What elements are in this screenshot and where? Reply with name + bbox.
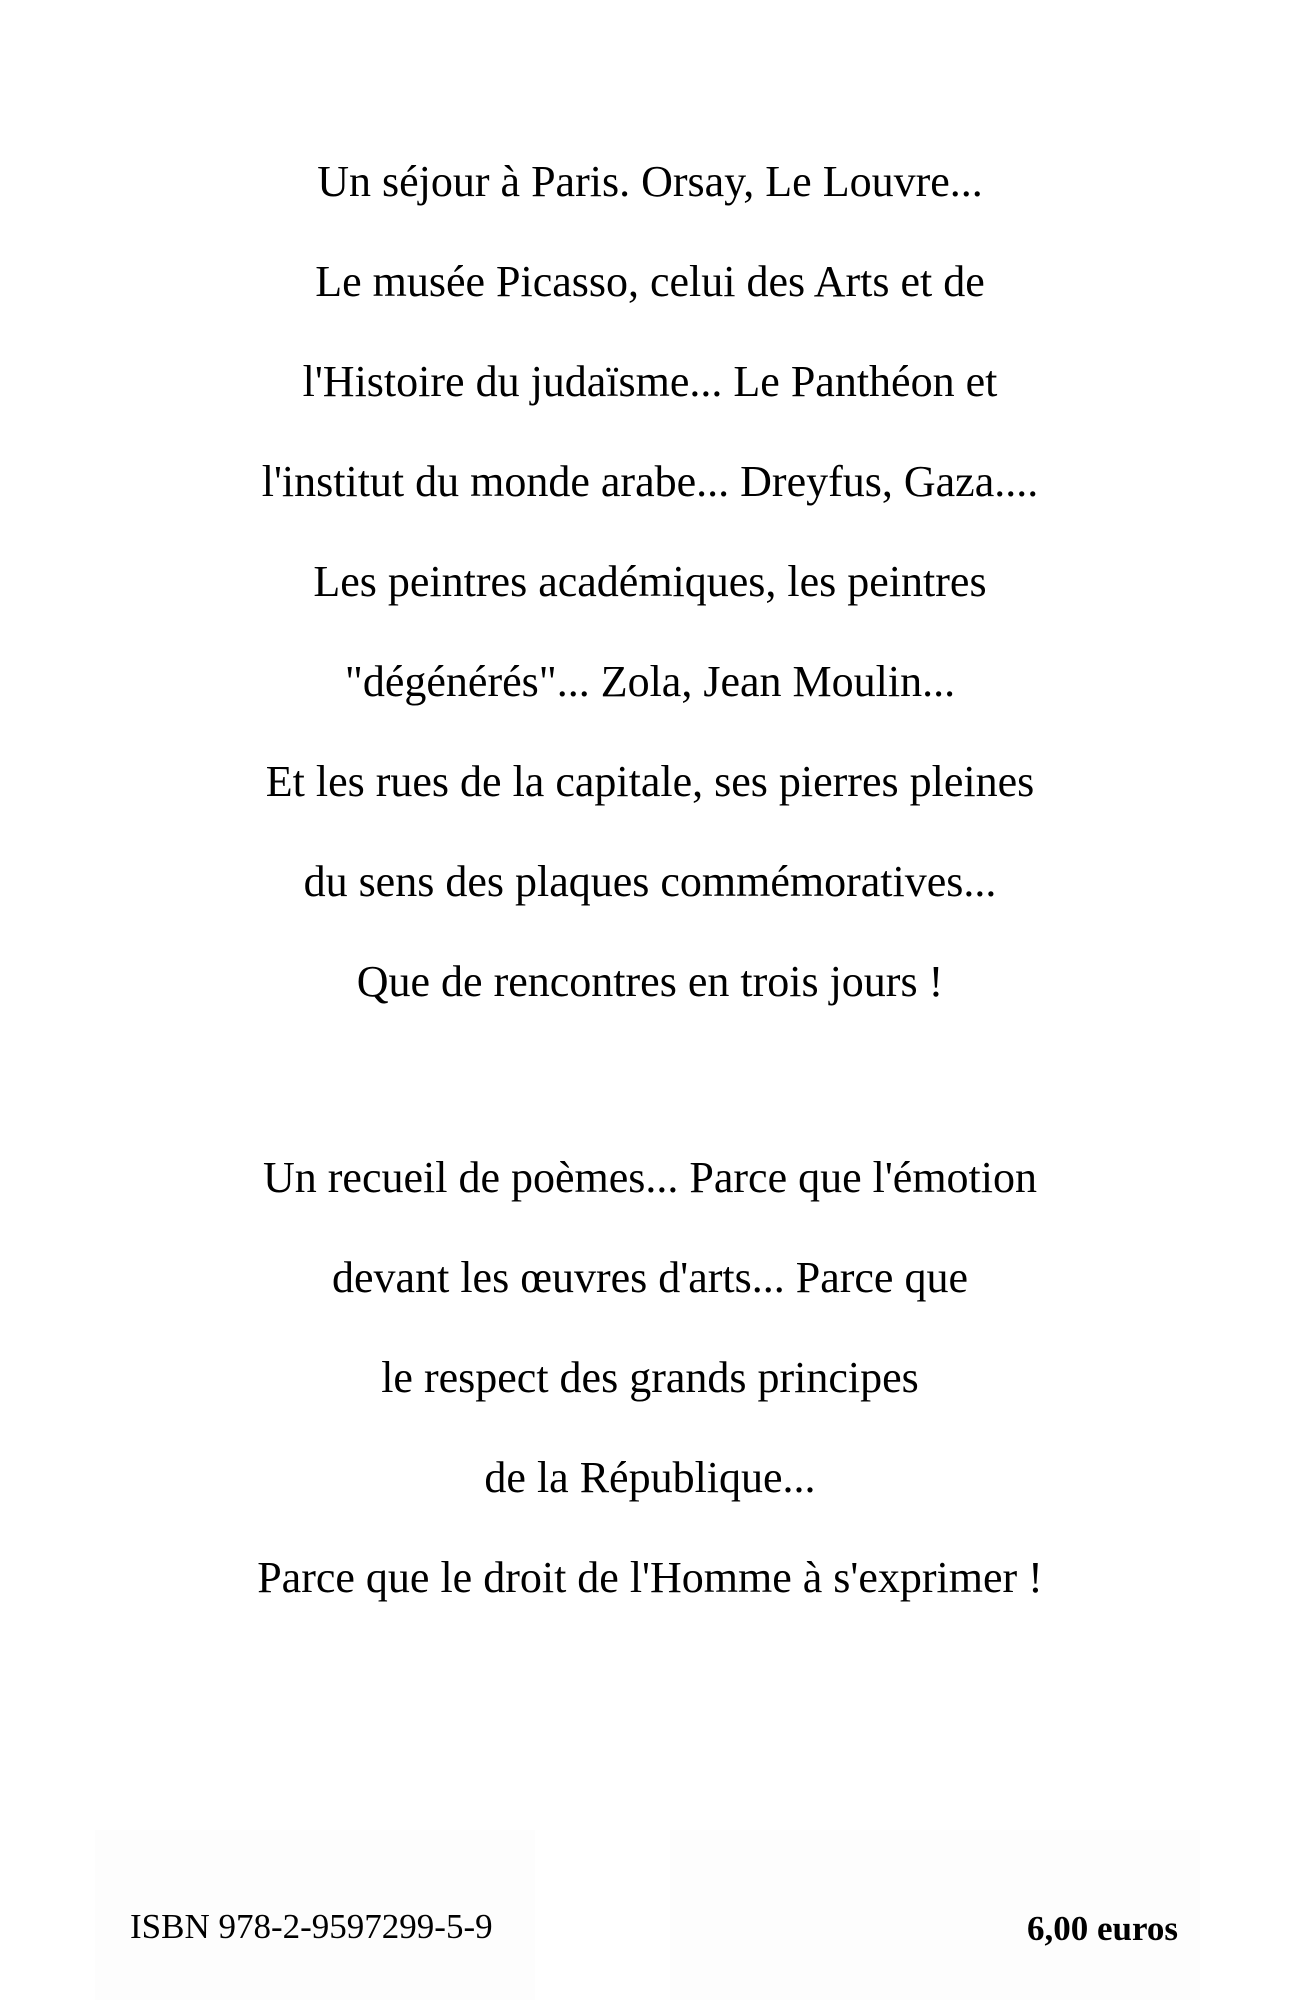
blurb-line: l'Histoire du judaïsme... Le Panthéon et xyxy=(302,357,998,406)
blurb-line: Et les rues de la capitale, ses pierres pleines xyxy=(265,757,1035,806)
blurb-line: l'institut du monde arabe... Dreyfus, Gaza.... xyxy=(261,457,1039,506)
blurb-stanza-1 xyxy=(0,152,1300,1052)
blurb-line: Le musée Picasso, celui des Arts et de xyxy=(315,257,985,306)
price-label: 6,00 euros xyxy=(1026,1909,1178,1948)
blurb-line: Les peintres académiques, les peintres xyxy=(313,557,987,606)
blurb-line: le respect des grands principes xyxy=(381,1353,919,1402)
isbn-number: ISBN 978-2-9597299-5-9 xyxy=(130,1907,493,1946)
blurb-line: Un séjour à Paris. Orsay, Le Louvre... xyxy=(317,157,983,206)
blurb-line: "dégénérés"... Zola, Jean Moulin... xyxy=(344,657,956,706)
blurb-line: du sens des plaques commémoratives... xyxy=(303,857,997,906)
blurb-stanza-2 xyxy=(0,1148,1300,1648)
blurb-line: de la République... xyxy=(484,1453,816,1502)
blurb-line: Que de rencontres en trois jours ! xyxy=(356,957,944,1006)
blurb-line: Un recueil de poèmes... Parce que l'émotion xyxy=(263,1153,1037,1202)
blurb-line: devant les œuvres d'arts... Parce que xyxy=(332,1253,968,1302)
blurb-line: Parce que le droit de l'Homme à s'exprimer ! xyxy=(257,1553,1043,1602)
